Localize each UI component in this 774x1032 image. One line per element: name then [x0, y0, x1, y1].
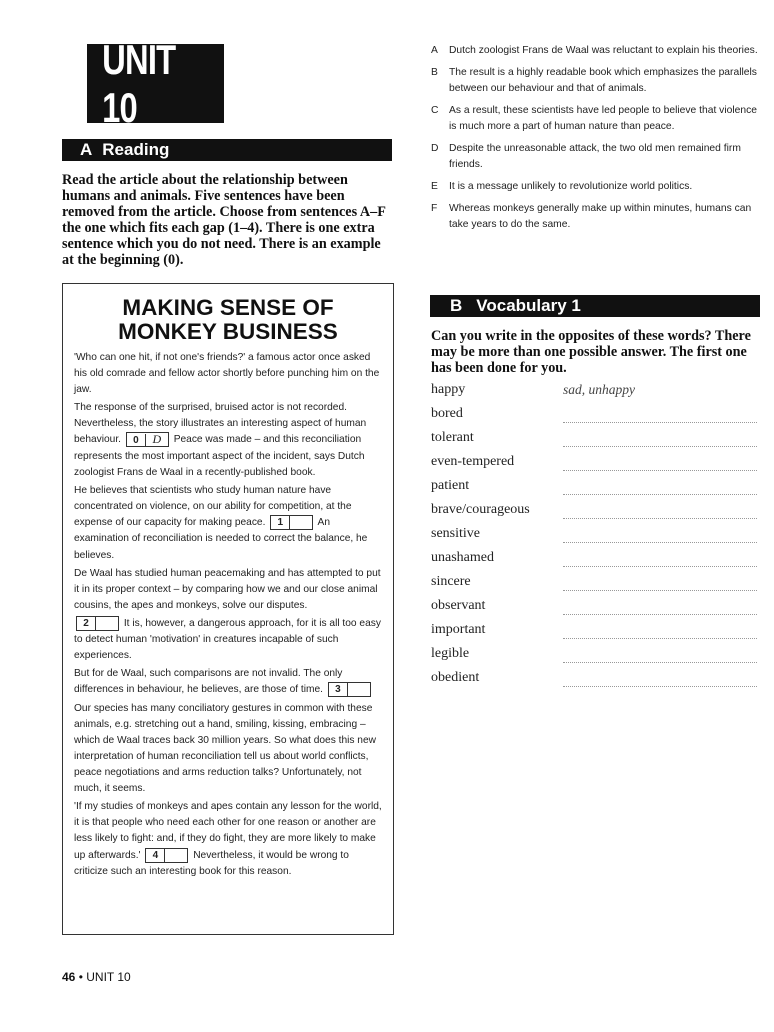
answer-line[interactable]: [563, 494, 757, 495]
answer-line[interactable]: [563, 542, 757, 543]
answer-line[interactable]: [563, 446, 757, 447]
vocabulary-instructions: Can you write in the opposites of these words? There may be more than one possible answer. The first one has been done for you.: [431, 328, 751, 376]
answer-line[interactable]: [563, 422, 757, 423]
vocabulary-word: bored: [431, 406, 463, 421]
gap-number: 1: [271, 516, 290, 529]
vocabulary-word: even-tempered: [431, 454, 515, 469]
gap-example-box: [126, 432, 169, 447]
gap-1-box[interactable]: [270, 515, 313, 530]
reading-section-header: [62, 139, 392, 161]
reading-section-title: Reading: [102, 140, 170, 159]
vocabulary-word: sincere: [431, 574, 471, 589]
vocabulary-word: obedient: [431, 670, 480, 685]
vocabulary-word: legible: [431, 646, 470, 661]
unit-title: UNIT 10: [102, 35, 176, 131]
vocabulary-row: [431, 502, 761, 526]
vocabulary-word: brave/courageous: [431, 502, 530, 517]
gap-number: 2: [77, 617, 96, 630]
answer-line[interactable]: [563, 566, 757, 567]
article-title-line-2: MONKEY BUSINESS: [118, 319, 338, 344]
article-text: But for de Waal, such comparisons are not invalid. The only differences in behaviour, he believes, are those of time.: [74, 668, 343, 696]
answer-line[interactable]: [563, 638, 757, 639]
answer-line[interactable]: [563, 518, 757, 519]
option-text: Dutch zoologist Frans de Waal was reluctant to explain his theories.: [449, 45, 758, 56]
sentence-options: [431, 43, 766, 239]
option-letter: F: [431, 203, 438, 214]
vocabulary-word: unashamed: [431, 550, 494, 565]
unit-title-box: [87, 35, 224, 131]
option-d: [431, 141, 766, 173]
gap-answer: D: [152, 432, 162, 447]
article-text: The response of the surprised, bruised actor is not recorded. Nevertheless, the story illustrates an interesting aspect of human behaviour.: [74, 402, 367, 446]
article-paragraph: [74, 400, 385, 481]
vocabulary-row: [431, 574, 761, 598]
option-e: [431, 179, 766, 195]
gap-3-box[interactable]: [328, 682, 371, 697]
article-paragraph: De Waal has studied human peacemaking and has attempted to put it in its proper context – by comparing how we and our close animal cousins, the apes and monkeys, solve our disputes.: [74, 567, 381, 611]
answer-line[interactable]: [563, 686, 757, 687]
vocabulary-row: [431, 430, 761, 454]
article-box: [62, 283, 394, 935]
option-b: [431, 65, 766, 97]
article-paragraph: [74, 483, 385, 564]
vocabulary-row: [431, 646, 761, 670]
vocabulary-row: [431, 622, 761, 646]
option-text: The result is a highly readable book which emphasizes the parallels between our behaviour and that of animals.: [449, 67, 757, 94]
vocabulary-row: [431, 670, 761, 694]
vocabulary-list: [431, 382, 761, 694]
article-text: 'If my studies of monkeys and apes contain any lesson for the world, it is that people who need each other for one reason or another are less likely to fight: and, if they do fight, they are more likely to make up afterwards.': [74, 801, 382, 861]
footer-separator: •: [78, 970, 83, 984]
answer-line[interactable]: [563, 662, 757, 663]
gap-2-box[interactable]: [76, 616, 119, 631]
article-paragraph: [74, 799, 385, 880]
answer-line[interactable]: [563, 590, 757, 591]
option-text: It is a message unlikely to revolutionize world politics.: [449, 181, 693, 192]
gap-number: 3: [329, 683, 348, 696]
vocabulary-section-header: [430, 295, 760, 317]
vocabulary-word: important: [431, 622, 486, 637]
vocabulary-word: tolerant: [431, 430, 474, 445]
gap-number: 0: [127, 434, 146, 447]
vocabulary-word: sensitive: [431, 526, 480, 541]
option-a: [431, 43, 766, 59]
page-number: 46: [62, 970, 76, 984]
reading-section-letter: A: [80, 140, 93, 159]
article-paragraph: 'Who can one hit, if not one's friends?' a famous actor once asked his old comrade and fellow actor shortly before punching him on the jaw.: [74, 352, 380, 396]
option-letter: C: [431, 105, 439, 116]
answer-line[interactable]: [563, 470, 757, 471]
vocabulary-section-title: Vocabulary 1: [476, 296, 581, 315]
article-text: He believes that scientists who study human nature have concentrated on violence, on our ability for competition, at the expense of our capacity for making peace.: [74, 484, 352, 529]
vocabulary-row: [431, 550, 761, 574]
option-f: [431, 201, 766, 233]
reading-instructions: Read the article about the relationship between humans and animals. Five sentences have been removed from the article. Choose from sentences A–F the one which fits each gap (1–4). There is one extra sentence which you do not need. There is an example at the beginning (0).: [62, 172, 386, 268]
option-text: Despite the unreasonable attack, the two old men remained firm friends.: [449, 143, 741, 170]
gap-4-box[interactable]: [145, 848, 188, 863]
option-letter: E: [431, 181, 438, 192]
vocabulary-row: [431, 478, 761, 502]
article-title-line-1: MAKING SENSE OF: [122, 295, 334, 320]
answer-line[interactable]: [563, 614, 757, 615]
vocabulary-answer: sad, unhappy: [563, 382, 635, 397]
article-paragraph: [74, 666, 385, 698]
article-text: It is, however, a dangerous approach, for it is all too easy to detect human 'motivation' in creatures incapable of such experiences.: [74, 618, 381, 662]
option-letter: A: [431, 45, 438, 56]
article-body: [74, 350, 385, 880]
option-letter: D: [431, 143, 439, 154]
article-paragraph: Our species has many conciliatory gestures in common with these animals, e.g. stretching out a hand, smiling, kissing, embracing – which de Waal traces back 30 million years. So what does this new interpretation of human reconciliation tell us about world conflicts, peace negotiations and arms reduction talks? Unfortunately, not much, it seems.: [74, 702, 376, 795]
vocabulary-row: [431, 526, 761, 550]
option-c: [431, 103, 766, 135]
article-text: Peace was made – and this reconciliation represents the most important aspect of the incident, says Dutch zoologist Frans de Waal in a recently-published book.: [74, 434, 365, 478]
article-text: An examination of reconciliation is needed to correct the balance, he believes.: [74, 517, 368, 561]
option-letter: B: [431, 67, 438, 78]
article-text: Nevertheless, it would be wrong to criticize such an interesting book for this reason.: [74, 849, 349, 877]
vocabulary-row: [431, 598, 761, 622]
vocabulary-row: [431, 382, 761, 406]
option-text: Whereas monkeys generally make up within minutes, humans can take years to do the same.: [449, 203, 752, 230]
gap-number: 4: [146, 849, 165, 862]
vocabulary-word: observant: [431, 598, 486, 613]
option-text: As a result, these scientists have led people to believe that violence is much more a part of human nature than peace.: [449, 105, 757, 132]
page-footer: [62, 970, 131, 984]
vocabulary-row: [431, 406, 761, 430]
vocabulary-row: [431, 454, 761, 478]
footer-unit: UNIT 10: [86, 970, 131, 984]
vocabulary-word: happy: [431, 382, 466, 397]
article-title: [63, 296, 393, 344]
vocabulary-section-letter: B: [450, 296, 463, 315]
article-paragraph: [74, 616, 385, 664]
vocabulary-word: patient: [431, 478, 470, 493]
